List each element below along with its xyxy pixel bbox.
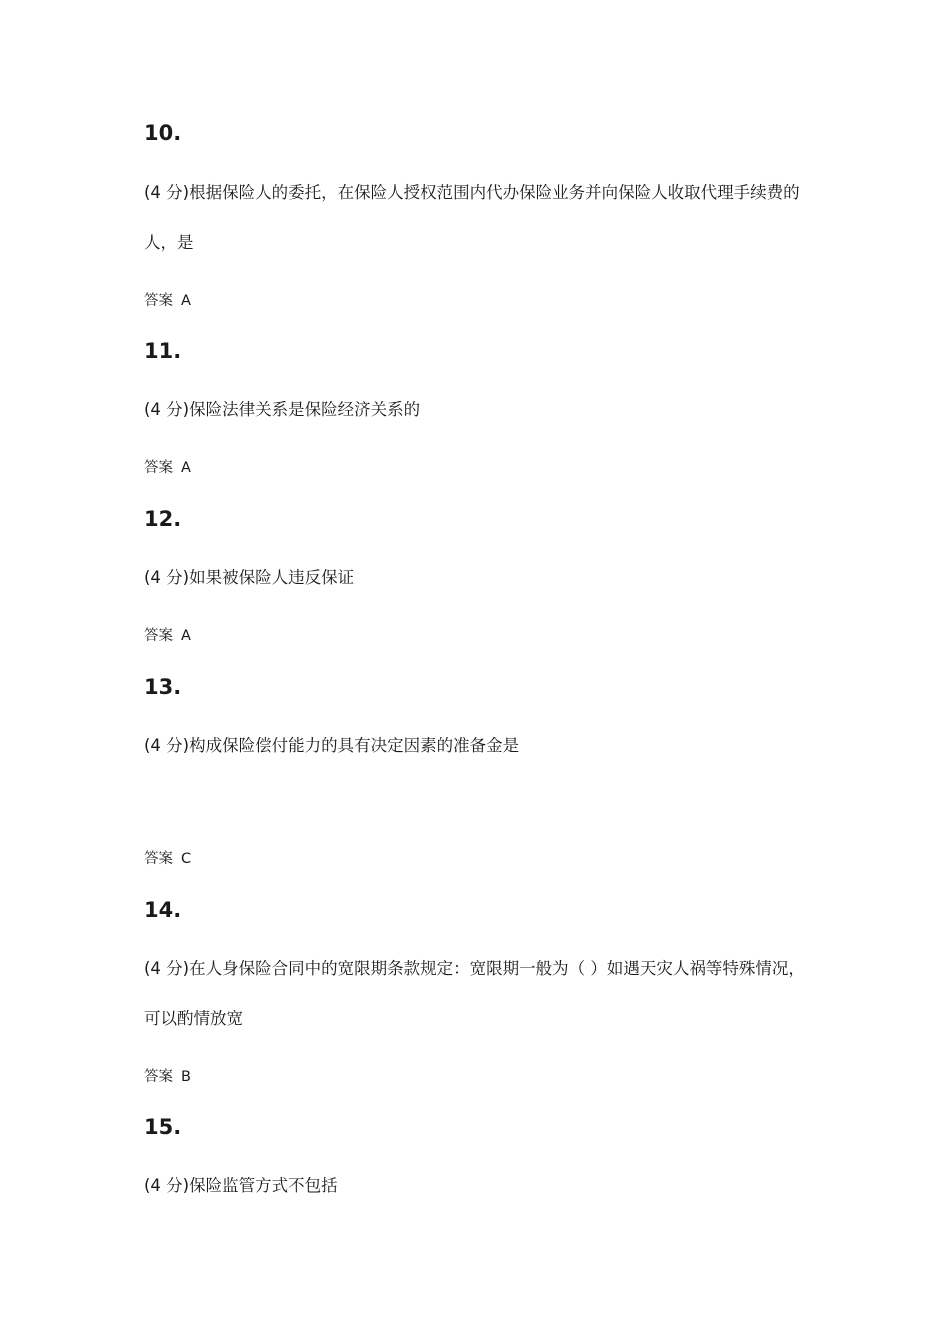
question-11-answer [144, 458, 191, 478]
answer-label: 答案 [144, 460, 173, 476]
question-11-text: (4 分)保险法律关系是保险经济关系的 [144, 400, 421, 419]
question-15-text: (4 分)保险监管方式不包括 [144, 1176, 338, 1195]
answer-value: A [181, 628, 191, 644]
answer-value: A [181, 460, 191, 476]
question-12-text: (4 分)如果被保险人违反保证 [144, 568, 355, 587]
answer-label: 答案 [144, 1069, 173, 1085]
answer-label: 答案 [144, 293, 173, 309]
question-14-answer [144, 1067, 191, 1087]
answer-label: 答案 [144, 628, 173, 644]
answer-label: 答案 [144, 851, 173, 867]
question-14-number: 14. [144, 898, 182, 922]
question-10-text: (4 分)根据保险人的委托，在保险人授权范围内代办保险业务并向保险人收取代理手续费的人，是 [144, 183, 800, 252]
question-10-number: 10. [144, 121, 182, 145]
answer-value: A [181, 293, 191, 309]
question-13-number: 13. [144, 675, 182, 699]
question-14-text: (4 分)在人身保险合同中的宽限期条款规定：宽限期一般为（ ）如遇天灾人祸等特殊情况，可以酌情放宽 [144, 959, 805, 1028]
answer-value: B [181, 1069, 191, 1085]
question-12-number: 12. [144, 507, 182, 531]
answer-value: C [181, 851, 192, 867]
question-13-answer [144, 849, 191, 869]
question-10-answer [144, 291, 191, 311]
question-12-answer [144, 626, 191, 646]
question-11-number: 11. [144, 339, 182, 363]
question-15-number: 15. [144, 1115, 182, 1139]
question-13-text: (4 分)构成保险偿付能力的具有决定因素的准备金是 [144, 736, 520, 755]
